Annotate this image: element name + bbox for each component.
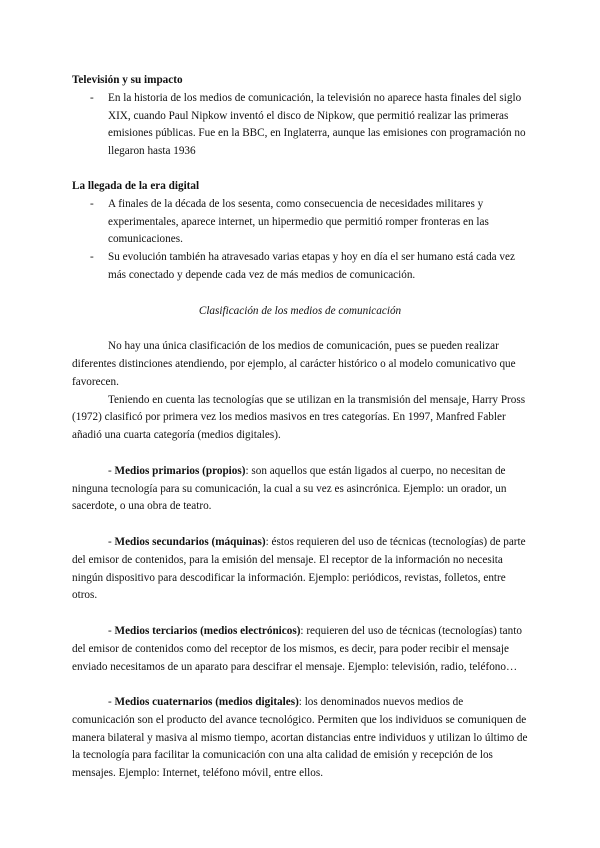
section-title-digital-era: La llegada de la era digital (72, 179, 200, 192)
dash-bullet: - (90, 197, 94, 210)
list-item-text: En la historia de los medios de comunicación, la televisión no aparece hasta finales del siglo XIX, cuando Paul Nipkow inventó el disco de Nipkow, que permitió realizar las primeras emisiones públicas. Fue en la BBC, en Inglaterra, aunque las emisiones con programación no llegaron hasta 1936 (108, 91, 526, 158)
dash-bullet: - (90, 251, 94, 264)
list-item-text: Su evolución también ha atravesado varias etapas y hoy en día el ser humano está cada vez más conectado y depende cada vez de más medios de comunicación. (108, 251, 515, 281)
list-item (72, 196, 528, 249)
classification-heading: Clasificación de los medios de comunicación (198, 304, 402, 317)
television-list (72, 90, 528, 161)
list-item-text: A finales de la década de los sesenta, como consecuencia de necesidades militares y experimentales, aparece internet, un hipermedio que permitió romper fronteras en las comunicaciones. (108, 197, 489, 246)
media-type-tertiary: - Medios terciarios (medios electrónicos): requieren del uso de técnicas (tecnologías) tanto del emisor de contenidos como del receptor de los mismos, es decir, para poder recibir el mensaje enviado necesitamos de un aparato para descifrar el mensaje. Ejemplo: televisión, radio, teléfono… (72, 624, 522, 673)
media-type-secondary: - Medios secundarios (máquinas): éstos requieren del uso de técnicas (tecnologías) de parte del emisor de contenidos, para la emisión del mensaje. El receptor de la información no necesita ningún dispositivo para descodificar la información. Ejemplo: periódicos, revistas, folletos, entre otros. (72, 535, 526, 602)
classification-intro-paragraph: No hay una única clasificación de los medios de comunicación, pues se pueden realizar diferentes distinciones atendiendo, por ejemplo, al carácter histórico o al modelo comunicativo que favorecen. (72, 340, 516, 388)
media-type-term: Medios cuaternarios (medios digitales) (114, 696, 299, 709)
section-title-television: Televisión y su impacto (72, 74, 183, 86)
document-body (72, 72, 528, 783)
media-type-term: Medios primarios (propios) (114, 464, 246, 477)
digital-era-list (72, 196, 528, 285)
media-type-term: Medios secundarios (máquinas) (114, 535, 266, 548)
media-type-primary: - Medios primarios (propios): son aquellos que están ligados al cuerpo, no necesitan de ninguna tecnología para su comunicación, la cual a su vez es asincrónica. Ejemplo: un orador, un sacerdote, o una obra de teatro. (72, 464, 507, 513)
list-item (72, 90, 528, 161)
dash-bullet: - (90, 91, 94, 104)
list-item (72, 249, 528, 285)
classification-intro-paragraph-2: Teniendo en cuenta las tecnologías que se utilizan en la transmisión del mensaje, Harry Pross (1972) clasificó por primera vez los medios masivos en tres categorías. En 1997, Manfred Fabler añadió una cuarta categoría (medios digitales). (72, 393, 526, 442)
media-type-term: Medios terciarios (medios electrónicos) (114, 624, 301, 637)
media-type-quaternary: - Medios cuaternarios (medios digitales): los denominados nuevos medios de comunicación son el producto del avance tecnológico. Permiten que los individuos se comuniquen de manera bilateral y masiva al mismo tiempo, acortan distancias entre individuos y utilizan lo último de la tecnología para facilitar la comunicación con una alta calidad de emisión y recepción de los mensajes. Ejemplo: Internet, teléfono móvil, entre ellos. (72, 696, 528, 780)
